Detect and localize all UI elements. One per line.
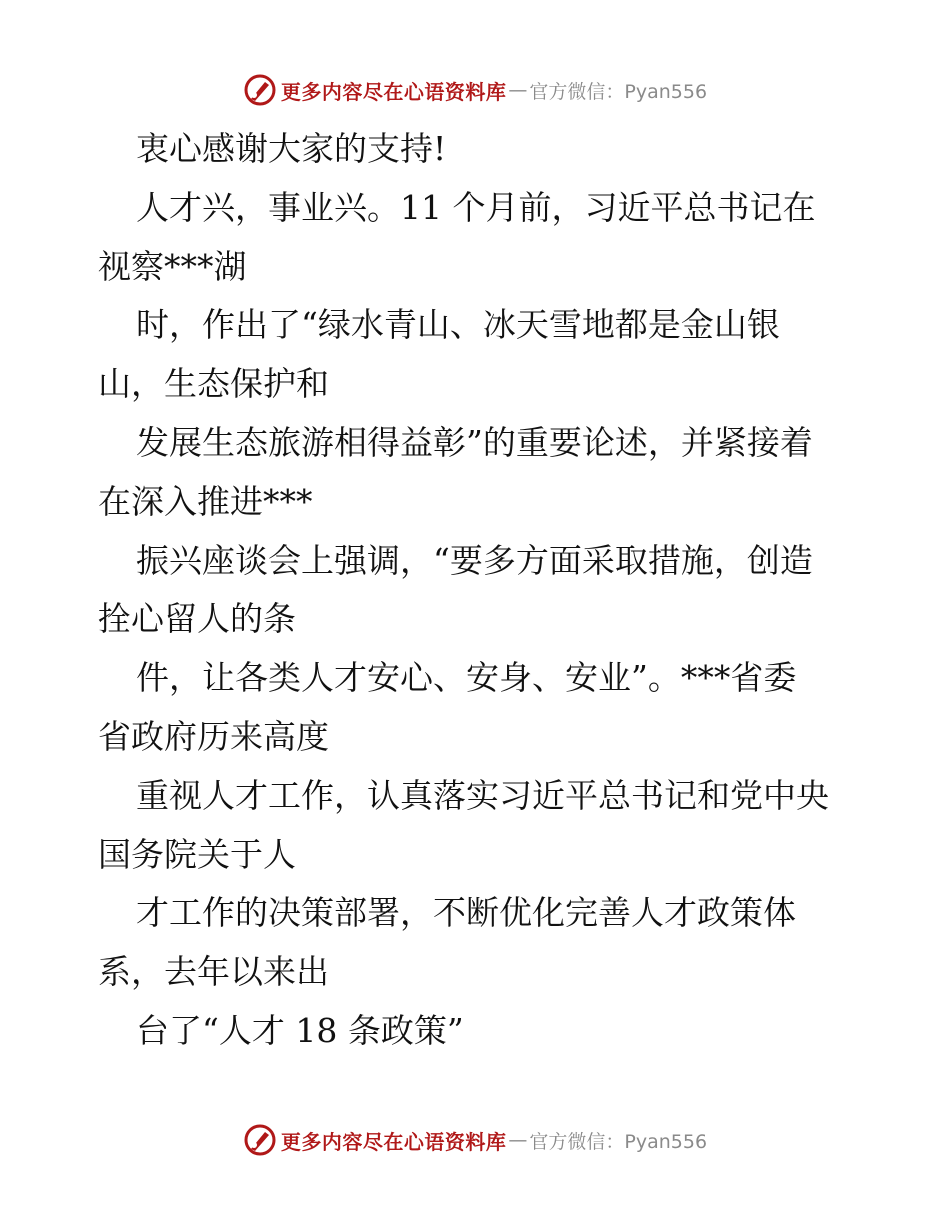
- footer-brand: 更多内容尽在心语资料库: [280, 1129, 507, 1154]
- header-watermark: [0, 70, 950, 110]
- header-wechat: 官方微信：Pyan556: [529, 80, 708, 103]
- text-line: 时，作出了“绿水青山、冰天雪地都是金山银: [136, 305, 780, 345]
- footer-separator: —: [508, 1129, 528, 1151]
- text-line: 系，去年以来出: [98, 952, 329, 992]
- text-line: 人才兴，事业兴。11 个月前，习近平总书记在: [136, 187, 816, 227]
- header-separator: —: [508, 79, 528, 101]
- text-line: 台了“人才 18 条政策”: [136, 1010, 464, 1050]
- text-line: 发展生态旅游相得益彰”的重要论述，并紧接着: [136, 422, 813, 462]
- quill-logo-icon: [243, 1123, 277, 1157]
- header-brand: 更多内容尽在心语资料库: [280, 79, 507, 104]
- document-body: [98, 120, 858, 1061]
- text-line: 国务院关于人: [98, 834, 296, 874]
- footer-wechat: 官方微信：Pyan556: [529, 1130, 708, 1153]
- text-line: 视察***湖: [98, 246, 247, 286]
- text-line: 重视人才工作，认真落实习近平总书记和党中央: [136, 775, 829, 815]
- text-line: 在深入推进***: [98, 481, 313, 521]
- text-line: 振兴座谈会上强调，“要多方面采取措施，创造: [136, 540, 813, 580]
- text-line: 衷心感谢大家的支持!: [136, 129, 447, 168]
- text-line: 省政府历来高度: [98, 716, 329, 756]
- footer-watermark: [0, 1120, 950, 1160]
- text-line: 件，让各类人才安心、安身、安业”。***省委: [136, 658, 797, 698]
- quill-logo-icon: [243, 73, 277, 107]
- text-line: 才工作的决策部署，不断优化完善人才政策体: [136, 893, 796, 933]
- text-line: 拴心留人的条: [98, 599, 296, 639]
- text-line: 山，生态保护和: [98, 364, 329, 404]
